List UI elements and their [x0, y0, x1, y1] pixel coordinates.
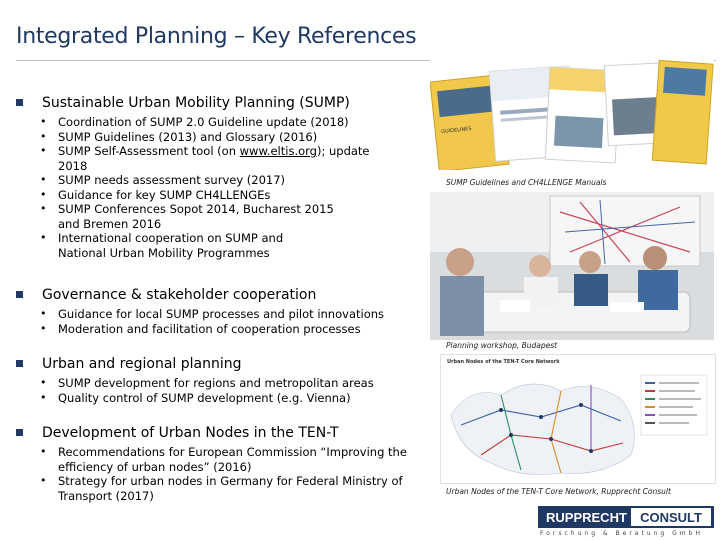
- bullet-dot-icon: •: [40, 474, 47, 487]
- map-title: Urban Nodes of the TEN-T Core Network: [447, 359, 560, 365]
- manuals-collage-image: [430, 58, 714, 170]
- square-bullet-icon: [16, 291, 23, 298]
- list-item: • Coordination of SUMP 2.0 Guideline update (2018): [40, 115, 349, 129]
- bullet-dot-icon: •: [40, 129, 47, 143]
- bullet-dot-icon: •: [40, 231, 47, 244]
- logo-word-consult: CONSULT: [630, 507, 712, 527]
- list-item: • Strategy for urban nodes in Germany for Federal Ministry of Transport (2017): [40, 474, 403, 503]
- square-bullet-icon: [16, 360, 23, 367]
- square-bullet-icon: [16, 429, 23, 436]
- bullet-dot-icon: •: [40, 376, 47, 389]
- urban-nodes-item-list: [40, 445, 420, 503]
- bullet-dot-icon: •: [40, 445, 47, 458]
- list-item: • International cooperation on SUMP and National Urban Mobility Programmes: [40, 231, 284, 260]
- bullet-dot-icon: •: [40, 144, 47, 157]
- list-item: • Guidance for key SUMP CH4LLENGEs: [40, 187, 271, 202]
- list-item: • SUMP development for regions and metropolitan areas: [40, 376, 374, 390]
- logo-subline: Forschung & Beratung GmbH: [540, 530, 703, 537]
- list-item: • Quality control of SUMP development (e.g. Vienna): [40, 390, 351, 405]
- list-item: • SUMP Guidelines (2013) and Glossary (2016): [40, 129, 318, 144]
- eltis-link[interactable]: www.eltis.org: [239, 144, 317, 158]
- urban-planning-item-list: [40, 376, 400, 405]
- section-heading: Development of Urban Nodes in the TEN-T: [42, 425, 339, 441]
- section-heading: Governance & stakeholder cooperation: [42, 287, 317, 303]
- eltis-link-item[interactable]: SUMP Self-Assessment tool (on www.eltis.org); update 2018: [58, 144, 370, 173]
- square-bullet-icon: [16, 99, 23, 106]
- list-item: • Guidance for local SUMP processes and pilot innovations: [40, 307, 385, 321]
- list-item: • Recommendations for European Commission “Improving the efficiency of urban nodes” (2016): [40, 445, 407, 474]
- sump-item-list: [40, 115, 400, 260]
- workshop-caption: Planning workshop, Budapest: [446, 341, 558, 350]
- section-heading: Sustainable Urban Mobility Planning (SUMP): [42, 95, 350, 111]
- list-item: • Moderation and facilitation of cooperation processes: [40, 321, 361, 336]
- ten-t-map-image: [440, 354, 716, 484]
- bullet-dot-icon: •: [40, 173, 47, 186]
- map-caption: Urban Nodes of the TEN-T Core Network, Rupprecht Consult: [446, 487, 671, 496]
- section-heading: Urban and regional planning: [42, 356, 242, 372]
- bullet-dot-icon: •: [40, 390, 47, 404]
- list-item: • SUMP Conferences Sopot 2014, Bucharest 2015 and Bremen 2016: [40, 202, 334, 231]
- logo-word-rupprecht: RUPPRECHT: [546, 509, 627, 525]
- bullet-dot-icon: •: [40, 187, 47, 201]
- bullet-dot-icon: •: [40, 307, 47, 320]
- list-item: • SUMP needs assessment survey (2017): [40, 173, 286, 187]
- manuals-caption: SUMP Guidelines and CH4LLENGE Manuals: [446, 178, 607, 187]
- bullet-dot-icon: •: [40, 202, 47, 215]
- cover-text: GUIDELINES: [441, 125, 472, 136]
- bullet-dot-icon: •: [40, 115, 47, 128]
- governance-item-list: [40, 307, 400, 336]
- list-item: [40, 144, 400, 173]
- bullet-dot-icon: •: [40, 321, 47, 335]
- rupprecht-consult-logo: [538, 506, 714, 528]
- workshop-photo: [430, 192, 714, 340]
- slide-title: Integrated Planning – Key References: [16, 24, 417, 49]
